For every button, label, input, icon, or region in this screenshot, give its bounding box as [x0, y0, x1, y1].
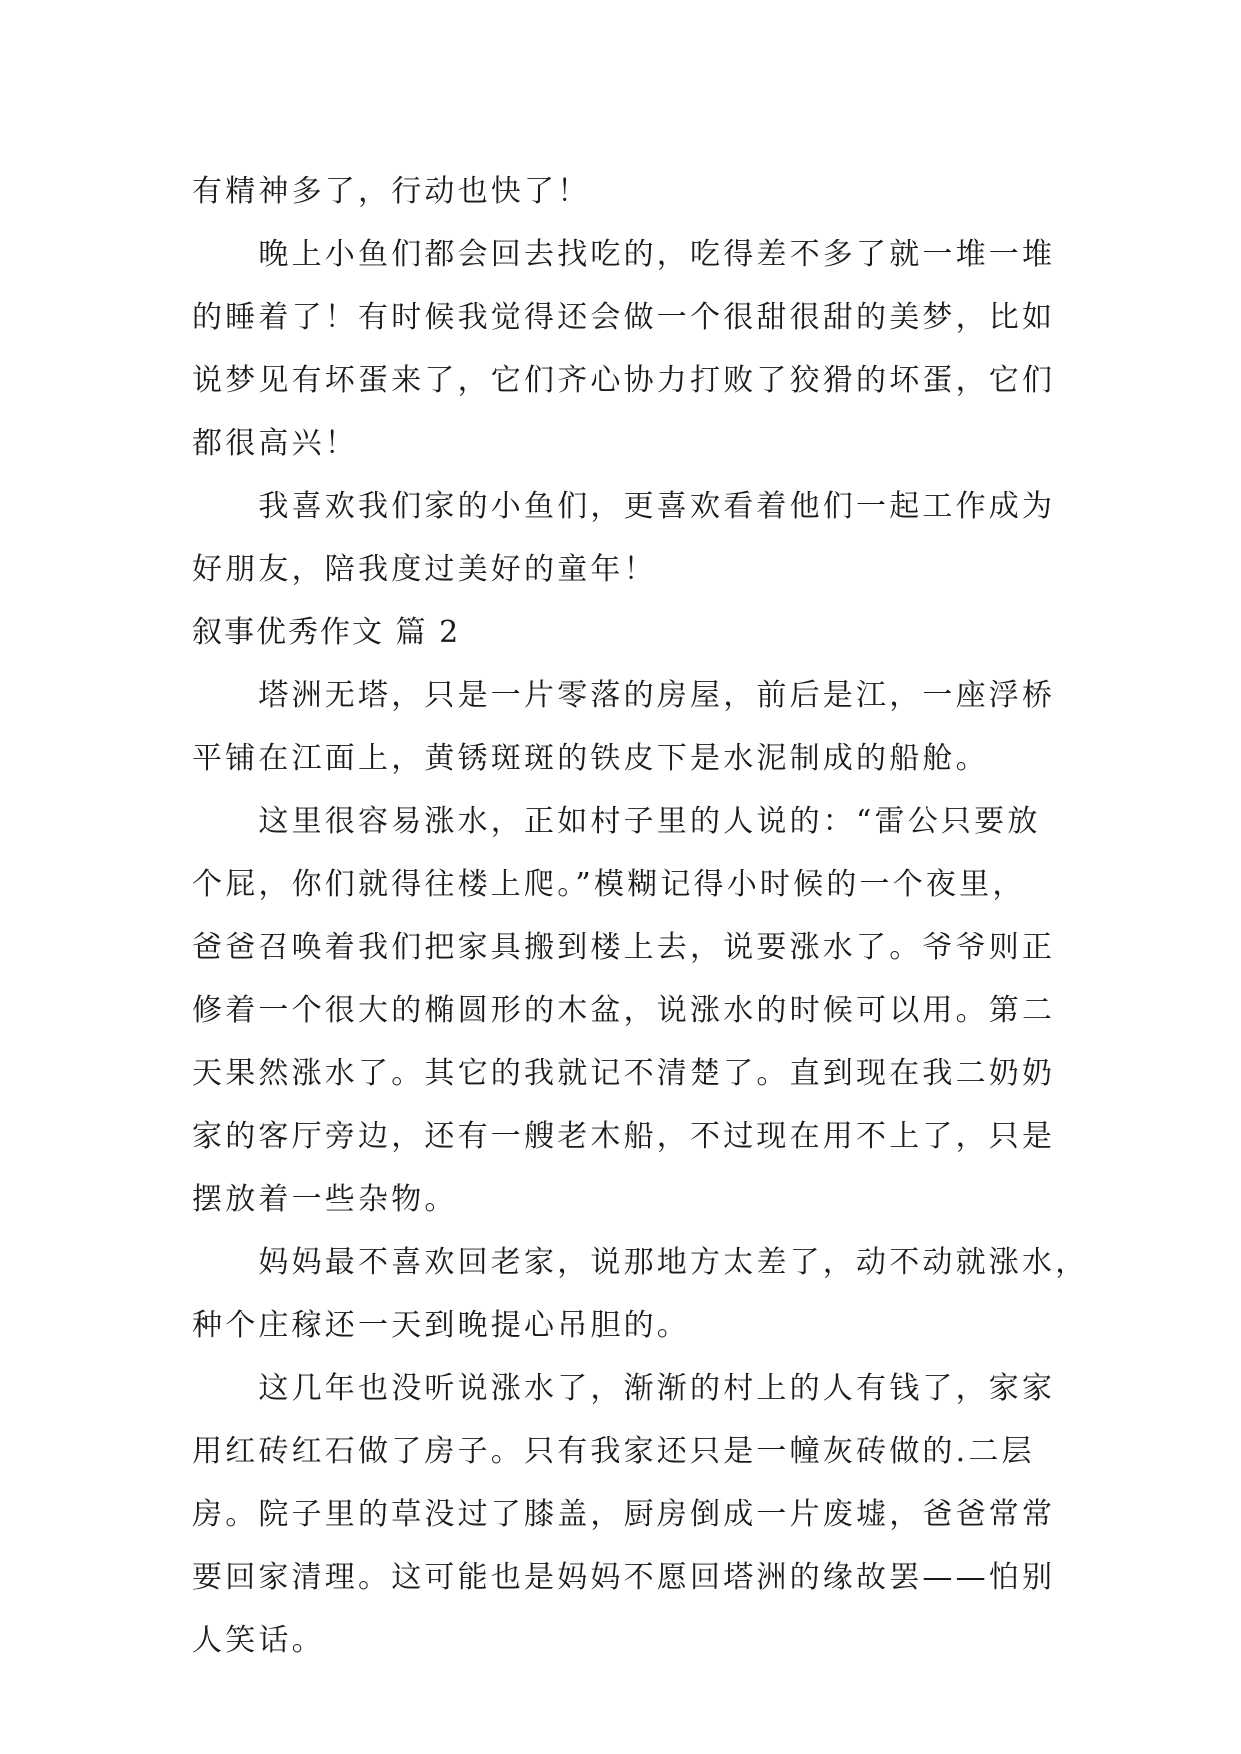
text-line: 房。院子里的草没过了膝盖，厨房倒成一片废墟，爸爸常常 — [192, 1497, 1056, 1532]
text-line: 修着一个很大的椭圆形的木盆，说涨水的时候可以用。第二 — [192, 993, 1056, 1028]
text-line: 塔洲无塔，只是一片零落的房屋，前后是江，一座浮桥 — [192, 678, 1056, 713]
text-line: 人笑话。 — [192, 1623, 325, 1658]
text-line: 爸爸召唤着我们把家具搬到楼上去，说要涨水了。爷爷则正 — [192, 930, 1056, 965]
text-line: 用红砖红石做了房子。只有我家还只是一幢灰砖做的.二层 — [192, 1434, 1035, 1469]
text-line: 说梦见有坏蛋来了，它们齐心协力打败了狡猾的坏蛋，它们 — [192, 363, 1056, 398]
text-line: 这几年也没听说涨水了，渐渐的村上的人有钱了，家家 — [192, 1371, 1056, 1406]
text-line: 晚上小鱼们都会回去找吃的，吃得差不多了就一堆一堆 — [192, 237, 1056, 272]
text-line: 妈妈最不喜欢回老家，说那地方太差了，动不动就涨水， — [192, 1245, 1089, 1280]
text-line: 要回家清理。这可能也是妈妈不愿回塔洲的缘故罢——怕别 — [192, 1560, 1056, 1595]
text-line: 的睡着了！有时候我觉得还会做一个很甜很甜的美梦，比如 — [192, 300, 1056, 335]
section-title: 叙事优秀作文 篇 2 — [192, 615, 461, 650]
text-line: 我喜欢我们家的小鱼们，更喜欢看着他们一起工作成为 — [192, 489, 1056, 524]
text-line: 天果然涨水了。其它的我就记不清楚了。直到现在我二奶奶 — [192, 1056, 1056, 1091]
text-line: 个屁，你们就得往楼上爬。”模糊记得小时候的一个夜里， — [192, 867, 1026, 902]
document-body — [192, 160, 1089, 1672]
text-line: 摆放着一些杂物。 — [192, 1182, 458, 1217]
text-line: 平铺在江面上，黄锈斑斑的铁皮下是水泥制成的船舱。 — [192, 741, 989, 776]
text-line: 这里很容易涨水，正如村子里的人说的：“雷公只要放 — [192, 804, 1041, 839]
text-line: 都很高兴！ — [192, 426, 358, 461]
text-line: 家的客厅旁边，还有一艘老木船，不过现在用不上了，只是 — [192, 1119, 1056, 1154]
text-line: 好朋友，陪我度过美好的童年！ — [192, 552, 657, 587]
text-line: 种个庄稼还一天到晚提心吊胆的。 — [192, 1308, 690, 1343]
text-line: 有精神多了，行动也快了！ — [192, 174, 591, 209]
